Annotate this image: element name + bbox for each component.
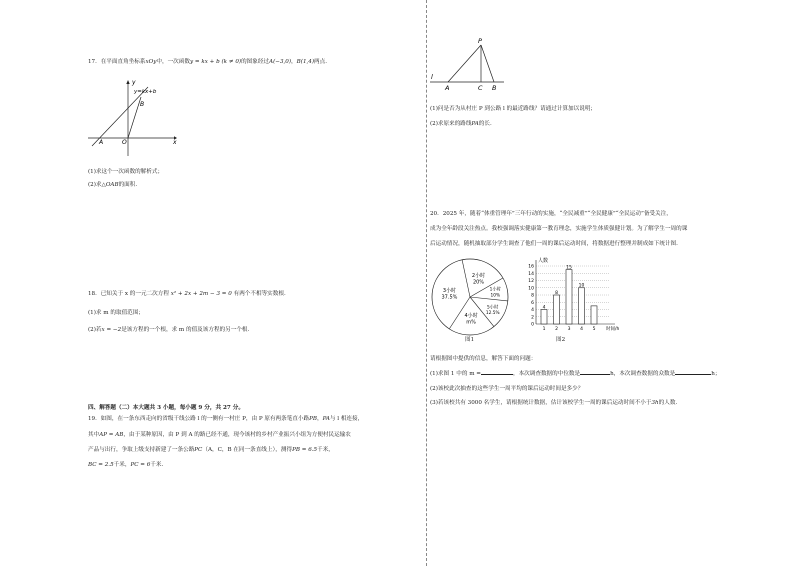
bar-x-tick-label: 1 [542,327,546,332]
bar-y-tick-label: 2 [531,315,534,321]
section4-heading: 四、解答题（二）本大题共 3 小题，每小题 9 分，共 27 分。 [88,405,244,411]
blank-m [481,374,513,375]
bar-y-tick-label: 0 [531,322,534,328]
q19-line2: 其中AP = AB，由于某种原因，由 P 到 A 的路已经不通，现今该村的乡村产业振兴小组为方便村民运输农 [88,432,351,438]
bar-data-label: 4 [542,305,546,311]
pie-slice-label: 3小时 [442,288,457,295]
q19-road-l-label: l [431,73,433,81]
pie-slice-percent: 10% [490,293,501,299]
q17-graph [88,78,184,158]
q19-sub2: (2)求原来的路线PA的长. [430,121,492,127]
q19-point-b-label: B [492,84,497,92]
q17-line-label: y=kx+b [134,89,157,95]
bar-chart [522,256,622,336]
bar-x-axis-title: 时间/h [606,327,620,332]
bar-data-label: 8 [555,290,558,296]
bar-x-tick-label: 3 [567,327,571,332]
q17-stem: 17．在平面直角坐标系xOy中，一次函数y = kx + b (k ≠ 0)的图象经过A(−3,0)，B(1,4)两点. [88,59,327,65]
pie-slice-percent: 12.5% [485,311,500,317]
pie-caption: 图1 [465,337,475,343]
q17-function-line [92,87,148,146]
column-divider [426,0,427,566]
q20-line1: 20．2025 年，随着“体重管理年”三年行动的实施，“全民减重”“全民健康”“全民运动”备受关注， [430,211,672,217]
bar-1 [541,310,547,325]
pie-chart [428,255,512,339]
q20-line3: 后运动情况，随机抽取部分学生调查了他们一周的课后运动时间，将数据进行整理并制成如下统计图. [430,241,678,247]
bar-x-tick-label: 4 [580,327,583,332]
bar-y-tick-label: 6 [531,300,534,306]
bar-x-tick-label: 5 [592,327,596,332]
blank-mode [675,374,711,375]
bar-data-label: 10 [578,283,585,289]
blank-median [580,374,610,375]
bar-3 [566,270,572,324]
q20-sub1: (1)求图 1 中的 m = ，本次调查数据的中位数是 h，本次调查数据的众数是 h； [430,371,721,377]
q19-line3: 产品与出行，争取上级支持新建了一条公路PC（A，C，B 在同一条直线上），测得PB = 6.5千米， [88,447,334,453]
q20-prompt: 请根据图中提供的信息，解答下面的问题： [430,356,537,362]
bar-y-tick-label: 12 [528,279,534,285]
bar-x-tick-label: 2 [555,327,558,332]
bar-5 [591,306,597,324]
q17-sub2: (2)求△OAB的面积. [88,182,138,188]
bar-caption: 图2 [556,337,566,343]
bar-y-axis-title: 人数 [538,258,549,264]
q17-origin-label: O [122,139,127,146]
q17-y-label: y [132,79,136,86]
q17-sub1: (1)求这个一次函数的解析式； [88,169,164,175]
q17-point-a-label: A [99,139,104,146]
bar-y-tick-label: 16 [528,264,534,270]
q20-sub2: (2)该校此次抽查的这些学生一周平均的课后运动时间是多少？ [430,386,584,392]
q17-point-b-label: B [140,101,145,108]
q17-x-label: x [173,139,177,146]
bar-2 [554,295,560,324]
q19-triangle-figure [428,37,508,93]
bar-y-tick-label: 4 [531,308,534,314]
bar-y-tick-label: 10 [528,286,534,292]
bar-y-tick-label: 8 [531,293,534,299]
pie-slice-label: 1小时 [489,287,501,293]
q20-sub3: (3)若该校共有 3000 名学生，请根据统计数据，估计该校学生一周的课后运动时间不小于3h的人数. [430,400,678,406]
pie-slice-percent: m% [466,319,476,326]
q19-point-a-label: A [445,84,450,92]
q19-line1: 19．如图，在一条东西走向的省级干线公路 l 的一侧有一村庄 P，由 P 原有两条笔直小路PB，PA与 l 相连接， [88,416,364,422]
q18-sub1: (1)求 m 的取值范围； [88,310,144,316]
pie-slice-percent: 37.5% [441,294,458,301]
bar-y-tick-label: 14 [528,271,534,277]
q19-line4: BC = 2.5千米，PC = 6千米. [88,462,164,468]
q19-sub1: (1)问是否为从村庄 P 到公路 l 的最近路线？请通过计算加以说明； [430,106,597,112]
pie-slice-label: 4小时 [464,312,478,319]
bar-4 [579,288,585,324]
pie-slice-label: 5小时 [487,305,499,311]
pie-slice-label: 2小时 [471,272,486,279]
q19-point-c-label: C [478,84,483,92]
pie-slice-percent: 20% [472,279,485,286]
q18-sub2: (2)若x = −2是该方程的一个根，求 m 的值及该方程的另一个根. [88,327,250,333]
bar-data-label: 15 [566,265,572,271]
q20-line2: 成为全年龄段关注热点。我校强调落实健康第一教育理念，实施学生体质强健计划。为了解学生一周的课 [430,226,688,232]
q19-point-p-label: P [478,37,482,45]
q18-stem: 18．已知关于 x 的一元二次方程 x² + 2x + 2m − 3 = 0 有两个不相等实数根. [88,291,286,297]
